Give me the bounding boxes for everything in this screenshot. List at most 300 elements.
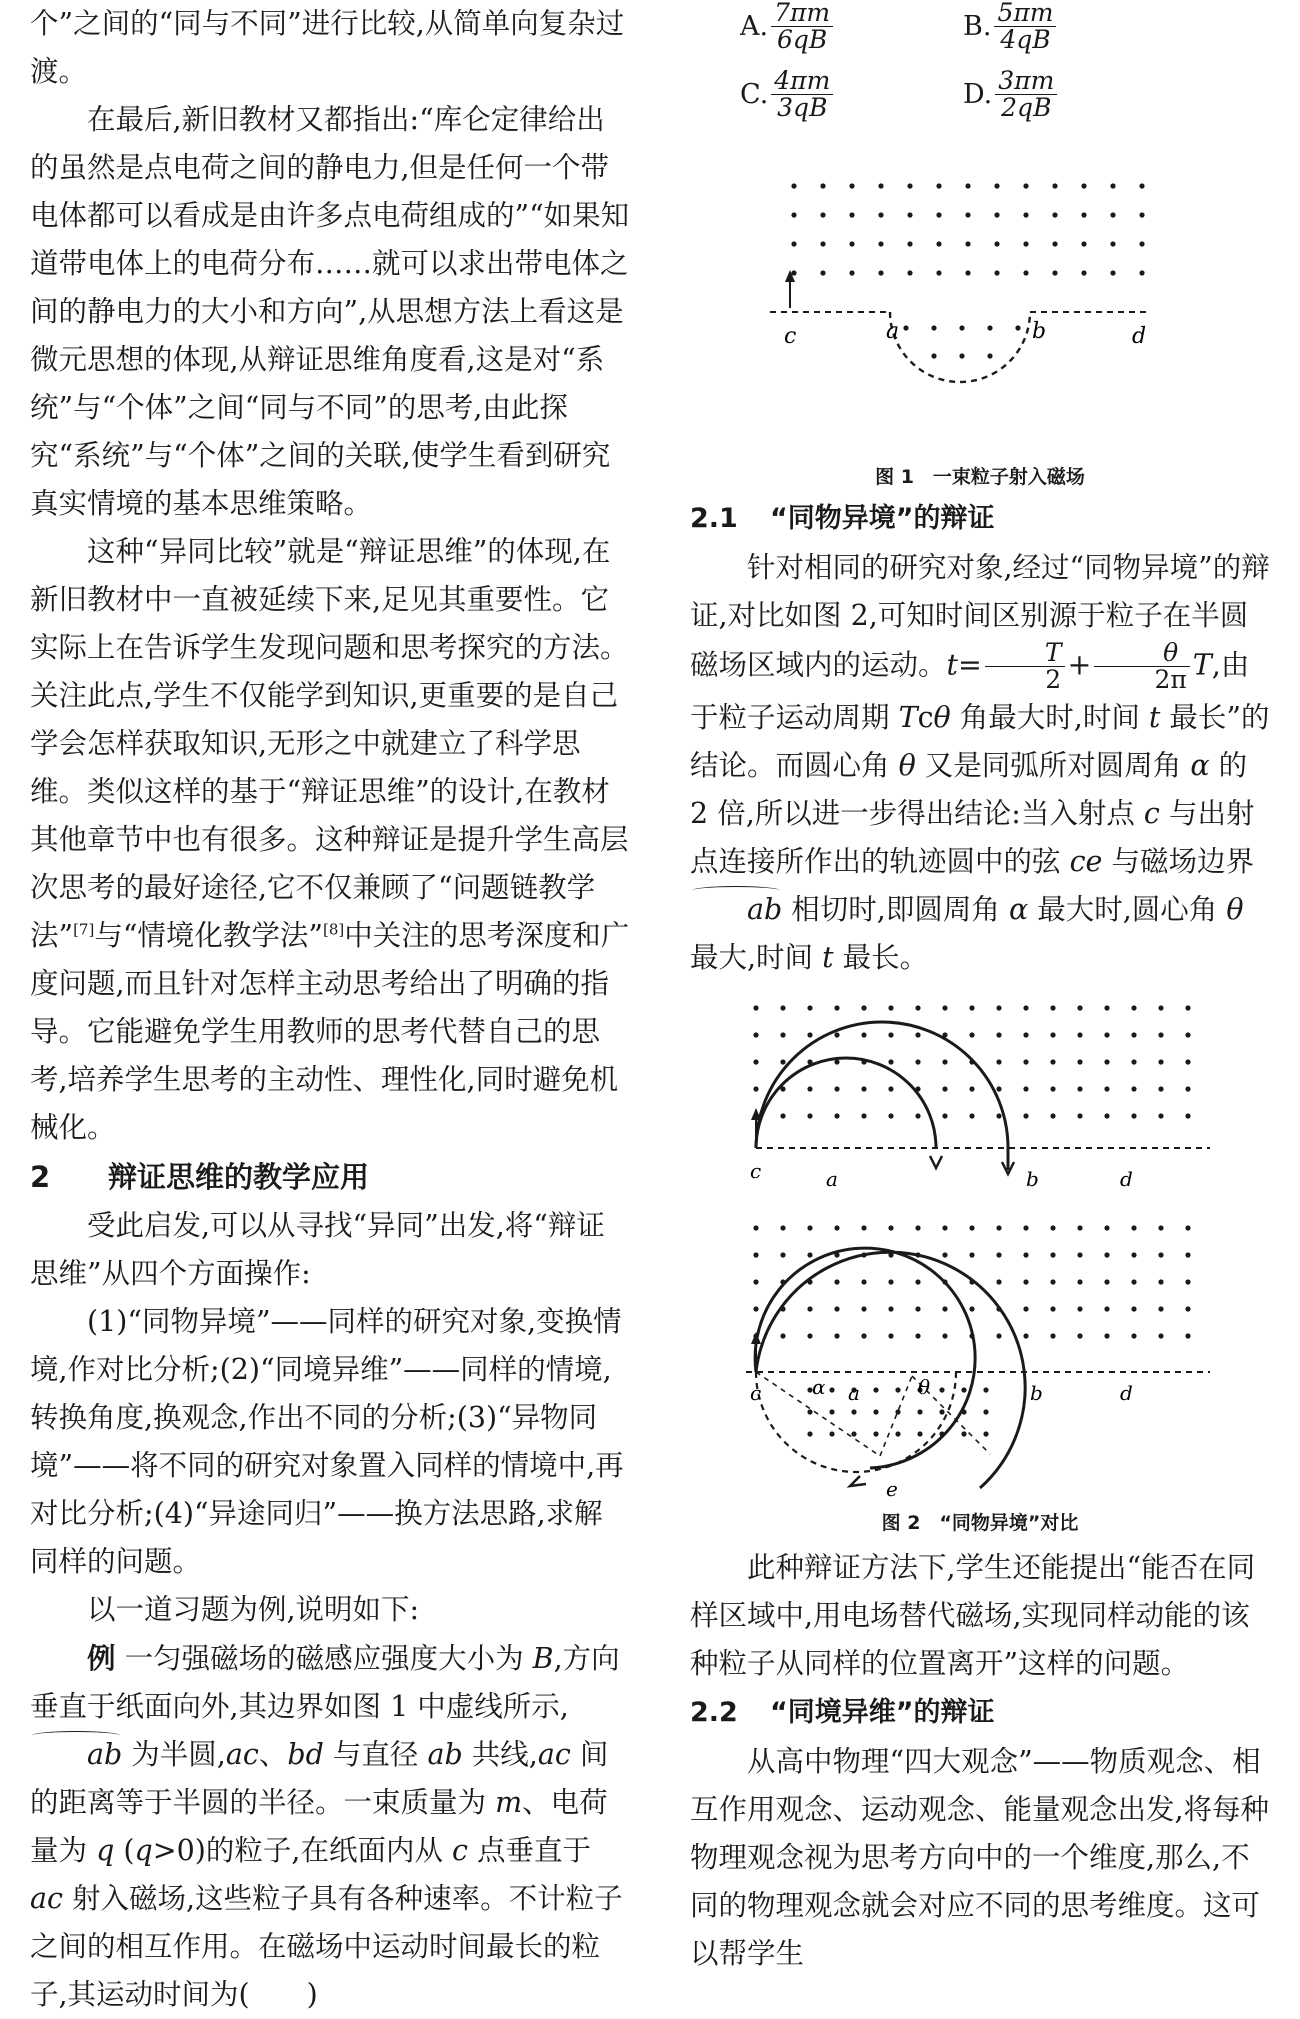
- arc-ab-symbol: ab: [30, 1731, 122, 1779]
- example-text: (: [114, 1834, 135, 1867]
- fraction-T-over-2: [985, 640, 1065, 694]
- field-dot: [907, 241, 912, 246]
- field-dot: [1023, 1032, 1028, 1037]
- field-dot: [965, 212, 970, 217]
- field-dot: [961, 1387, 966, 1392]
- symbol-T: T: [898, 700, 918, 734]
- field-dot: [834, 1113, 839, 1118]
- field-dot: [791, 241, 796, 246]
- fraction-numerator: T: [985, 640, 1065, 667]
- field-dot: [994, 241, 999, 246]
- paragraph-text: 针对相同的研究对象,经过“同物异境”的辩证,对比如图 2,可知时间区别源于粒子在半圆磁场区域内的运动。: [690, 551, 1270, 682]
- field-dot: [753, 1086, 758, 1091]
- field-dot: [1185, 1306, 1190, 1311]
- field-dot: [834, 1032, 839, 1037]
- field-dot: [983, 1431, 988, 1436]
- field-dot: [1158, 1279, 1163, 1284]
- field-dot: [1139, 183, 1144, 188]
- field-dot: [807, 1005, 812, 1010]
- field-dot: [915, 1059, 920, 1064]
- field-dot: [849, 212, 854, 217]
- option-a: [740, 0, 836, 54]
- field-dot: [1110, 212, 1115, 217]
- example-text: 、电荷量为: [30, 1786, 608, 1867]
- paragraph-text: 角最大时,时间: [950, 700, 1149, 734]
- field-dot: [1185, 1059, 1190, 1064]
- field-dot: [1185, 1113, 1190, 1118]
- field-dot: [1077, 1306, 1082, 1311]
- field-dot: [1050, 1059, 1055, 1064]
- field-dot: [939, 1387, 944, 1392]
- symbol-m: m: [495, 1786, 523, 1819]
- answer-options: [690, 0, 1270, 130]
- field-dot: [942, 1113, 947, 1118]
- example-text: 射入磁场,这些粒子具有各种速率。不计粒子之间的相互作用。在磁场中运动时间最长的粒子,其运动时间为( ): [30, 1882, 623, 2011]
- section-2-2-paragraph: 从高中物理“四大观念”——物质观念、相互作用观念、运动观念、能量观念出发,将每种物理观念视为思考方向中的一个维度,那么,不同的物理观念就会对应不同的思考维度。这可以帮学生: [690, 1744, 1270, 1970]
- field-dot: [1081, 241, 1086, 246]
- example-text: 一匀强磁场的磁感应强度大小为: [115, 1642, 533, 1675]
- field-dot: [1131, 1279, 1136, 1284]
- fraction-numerator: 4πm: [771, 68, 833, 95]
- fraction-denominator: 4qB: [1000, 25, 1051, 55]
- field-dot: [1050, 1252, 1055, 1257]
- field-dot: [1052, 270, 1057, 275]
- option-fraction: [994, 0, 1056, 54]
- field-dot: [1185, 1279, 1190, 1284]
- field-dot: [888, 1225, 893, 1230]
- fraction-numerator: θ: [1094, 640, 1189, 667]
- field-dot: [791, 270, 796, 275]
- option-letter: A.: [740, 10, 769, 42]
- paragraph-4: 受此启发,可以从寻找“异同”出发,将“辩证思维”从四个方面操作:: [30, 1209, 605, 1290]
- field-dot: [996, 1333, 1001, 1338]
- paragraph-text: 最长。: [833, 940, 929, 974]
- label-e: e: [886, 1476, 898, 1501]
- field-dot: [1158, 1005, 1163, 1010]
- field-dot: [936, 241, 941, 246]
- example-text: 与直径: [323, 1738, 428, 1771]
- option-letter: D.: [963, 78, 993, 110]
- field-dot: [753, 1252, 758, 1257]
- field-dot: [861, 1333, 866, 1338]
- option-c: [740, 68, 836, 122]
- field-dot: [965, 270, 970, 275]
- section-2-1-paragraph: [690, 544, 1270, 982]
- field-dot: [942, 1005, 947, 1010]
- figure-2-caption: 图 2 “同物异境”对比: [881, 1511, 1079, 1534]
- field-dot: [1050, 1005, 1055, 1010]
- field-dot: [939, 1409, 944, 1414]
- option-d: [963, 68, 1060, 122]
- fraction-denominator: 2π: [1154, 665, 1187, 695]
- field-dot: [969, 1306, 974, 1311]
- field-dot: [996, 1252, 1001, 1257]
- symbol-theta: θ: [898, 748, 916, 782]
- field-dot: [888, 1032, 893, 1037]
- section-2-1-heading: [690, 494, 1270, 544]
- paragraph-1: 个”之间的“同与不同”进行比较,从简单向复杂过渡。: [30, 7, 625, 88]
- field-dot: [1158, 1306, 1163, 1311]
- field-dot: [849, 241, 854, 246]
- section-2-2-number: 2.2: [690, 1696, 738, 1728]
- field-dot: [861, 1306, 866, 1311]
- field-dot: [965, 241, 970, 246]
- field-dot: [1052, 241, 1057, 246]
- section-2-1-title: “同物异境”的辩证: [770, 503, 995, 534]
- field-dot: [996, 1113, 1001, 1118]
- fraction-numerator: 3πm: [995, 68, 1057, 95]
- paragraph-text: 最长”的结论。而圆心角: [690, 700, 1270, 782]
- field-dot: [1104, 1252, 1109, 1257]
- arrow-down-icon: [930, 1156, 942, 1168]
- paragraph-text: ,由于粒子运动周期: [690, 648, 1250, 734]
- field-dot: [942, 1059, 947, 1064]
- example-text: 点垂直于: [467, 1834, 592, 1867]
- field-dot: [807, 1409, 812, 1414]
- arc-ab-symbol: ab: [690, 886, 782, 934]
- label-d: d: [1120, 1166, 1133, 1191]
- field-dot: [834, 1086, 839, 1091]
- field-dot: [996, 1279, 1001, 1284]
- field-dot: [1081, 270, 1086, 275]
- label-alpha: α: [812, 1374, 826, 1399]
- field-dot: [1023, 1252, 1028, 1257]
- section-2-1-number: 2.1: [690, 503, 738, 534]
- paragraph-text: c: [917, 700, 934, 734]
- field-dot: [753, 1306, 758, 1311]
- field-dot: [1139, 212, 1144, 217]
- field-dot: [1158, 1252, 1163, 1257]
- fraction-denominator: 2: [1045, 665, 1062, 695]
- field-dot: [996, 1059, 1001, 1064]
- field-dot: [834, 1306, 839, 1311]
- example-problem: [30, 1634, 630, 2019]
- field-dot: [961, 1431, 966, 1436]
- field-dot: [895, 1387, 900, 1392]
- field-dot: [1077, 1279, 1082, 1284]
- field-dot: [873, 1409, 878, 1414]
- field-dot: [861, 1113, 866, 1118]
- field-dot: [791, 183, 796, 188]
- field-dot: [834, 1059, 839, 1064]
- figure-2-diagram: [690, 998, 1270, 1508]
- field-dot: [1104, 1225, 1109, 1230]
- field-dot: [917, 1431, 922, 1436]
- field-dot: [849, 270, 854, 275]
- field-dot: [1131, 1225, 1136, 1230]
- field-dot: [903, 325, 908, 330]
- field-dot: [820, 270, 825, 275]
- radius-line: [880, 1376, 912, 1456]
- field-dot: [878, 270, 883, 275]
- field-dot: [851, 1431, 856, 1436]
- option-letter: C.: [740, 78, 769, 110]
- fraction-numerator: 7πm: [771, 0, 833, 27]
- symbol-ac: ac: [225, 1738, 259, 1771]
- field-dot: [873, 1431, 878, 1436]
- field-dot: [1104, 1333, 1109, 1338]
- field-dot: [780, 1113, 785, 1118]
- field-dot: [1052, 183, 1057, 188]
- field-dot: [1131, 1252, 1136, 1257]
- field-dot: [780, 1333, 785, 1338]
- field-dot: [987, 325, 992, 330]
- field-dot: [829, 1387, 834, 1392]
- field-dot: [983, 1409, 988, 1414]
- field-dot: [834, 1279, 839, 1284]
- field-dot: [942, 1333, 947, 1338]
- field-dot: [1158, 1225, 1163, 1230]
- section-2-heading: [30, 1152, 630, 1202]
- figure-1-caption: 图 1 一束粒子射入磁场: [875, 466, 1085, 488]
- symbol-q: q: [96, 1834, 115, 1867]
- field-dot: [861, 1005, 866, 1010]
- label-d: d: [1120, 1380, 1133, 1405]
- field-dot: [1104, 1086, 1109, 1091]
- field-dot: [1023, 241, 1028, 246]
- field-dot: [969, 1032, 974, 1037]
- field-dot: [969, 1005, 974, 1010]
- field-dot: [1050, 1306, 1055, 1311]
- fraction-theta-over-2pi: [1094, 640, 1189, 694]
- field-dot: [861, 1086, 866, 1091]
- field-dot: [1077, 1005, 1082, 1010]
- paragraph-2: 在最后,新旧教材又都指出:“库仑定律给出的虽然是点电荷之间的静电力,但是任何一个带电体都可以看成是由许多点电荷组成的”“如果知道带电体上的电荷分布……就可以求出带电体之间的静电力的大小和方向”,从思想方法上看这是微元思想的体现,从辩证思维角度看,这是对“系统”与“个体”之间“同与不同”的思考,由此探究“系统”与“个体”之间的关联,使学生看到研究真实情境的基本思维策略。: [30, 103, 630, 520]
- label-b: b: [1032, 319, 1047, 344]
- field-dot: [1081, 183, 1086, 188]
- field-dot: [1158, 1333, 1163, 1338]
- symbol-theta: θ: [1226, 892, 1244, 926]
- field-dot: [1110, 270, 1115, 275]
- symbol-theta: θ: [933, 700, 951, 734]
- field-dot: [1185, 1032, 1190, 1037]
- field-dot: [1158, 1032, 1163, 1037]
- field-dot: [873, 1387, 878, 1392]
- symbol-c: c: [1143, 796, 1160, 830]
- field-dot: [969, 1225, 974, 1230]
- fraction-denominator: 3qB: [777, 93, 828, 123]
- symbol-q: q: [134, 1834, 153, 1867]
- paragraph-5: (1)“同物异境”——同样的研究对象,变换情境,作对比分析;(2)“同境异维”——同样的情境,转换角度,换观念,作出不同的分析;(3)“异物同境”——将不同的研究对象置入同样的情境中,再对比分析;(4)“异途同归”——换方法思路,求解同样的问题。: [30, 1305, 624, 1578]
- option-fraction: [771, 0, 833, 54]
- field-dot: [1104, 1059, 1109, 1064]
- field-dot: [851, 1409, 856, 1414]
- label-theta: θ: [918, 1374, 931, 1399]
- field-dot: [1131, 1086, 1136, 1091]
- field-dot: [936, 183, 941, 188]
- field-dot: [807, 1431, 812, 1436]
- field-dot: [807, 1113, 812, 1118]
- field-dot: [965, 183, 970, 188]
- field-dot: [1077, 1059, 1082, 1064]
- field-dot: [996, 1225, 1001, 1230]
- field-dot: [1050, 1225, 1055, 1230]
- paragraph-text: 与磁场边界: [1102, 844, 1254, 878]
- field-dot: [907, 212, 912, 217]
- label-a: a: [848, 1380, 860, 1405]
- field-dot: [1023, 1333, 1028, 1338]
- field-dot: [807, 1225, 812, 1230]
- field-dot: [996, 1005, 1001, 1010]
- equals-sign: =: [957, 648, 982, 682]
- section-2-number: 2: [30, 1160, 51, 1194]
- field-dot: [1104, 1032, 1109, 1037]
- field-dot: [1023, 1113, 1028, 1118]
- field-dot: [888, 1059, 893, 1064]
- fraction-denominator: 6qB: [776, 25, 828, 55]
- field-dot: [1023, 1059, 1028, 1064]
- field-dot: [1023, 1306, 1028, 1311]
- field-dot: [780, 1252, 785, 1257]
- paragraph-after-figure-2: 此种辩证方法下,学生还能提出“能否在同样区域中,用电场替代磁场,实现同样动能的该种粒子从同样的位置离开”这样的问题。: [690, 1550, 1256, 1680]
- field-dot: [1131, 1032, 1136, 1037]
- magnetic-field-dots: [791, 183, 1147, 358]
- reference-7: [7]: [73, 920, 95, 939]
- figure-1-diagram: [690, 158, 1270, 458]
- field-dot: [907, 183, 912, 188]
- label-c: c: [784, 324, 797, 349]
- field-dot: [895, 1409, 900, 1414]
- field-dot: [791, 212, 796, 217]
- field-dot: [1023, 1005, 1028, 1010]
- field-dot: [1023, 1225, 1028, 1230]
- option-fraction: [995, 68, 1057, 122]
- field-dot: [936, 270, 941, 275]
- example-text: 间的距离等于半圆的半径。一束质量为: [30, 1738, 609, 1819]
- field-dot: [888, 1279, 893, 1284]
- field-dot: [1110, 241, 1115, 246]
- option-b: [963, 0, 1059, 54]
- field-dot: [915, 1333, 920, 1338]
- field-dot: [820, 241, 825, 246]
- field-dot: [1104, 1005, 1109, 1010]
- label-c: c: [750, 1158, 762, 1183]
- field-dot: [917, 1409, 922, 1414]
- field-dot: [753, 1279, 758, 1284]
- field-dot: [907, 270, 912, 275]
- field-dot: [983, 1387, 988, 1392]
- field-dot: [915, 1225, 920, 1230]
- field-dot: [969, 1113, 974, 1118]
- option-fraction: [771, 68, 833, 122]
- field-dot: [829, 1431, 834, 1436]
- paragraph-text: 的 2 倍,所以进一步得出结论:当入射点: [690, 748, 1248, 830]
- label-d: d: [1132, 324, 1147, 349]
- field-dot: [888, 1333, 893, 1338]
- field-dot: [1023, 212, 1028, 217]
- field-dot: [915, 1032, 920, 1037]
- field-dot: [942, 1225, 947, 1230]
- field-dot: [861, 1279, 866, 1284]
- field-dot: [1077, 1113, 1082, 1118]
- field-dot: [861, 1032, 866, 1037]
- symbol-ab: ab: [427, 1738, 463, 1771]
- paragraph-3-part-a: 这种“异同比较”就是“辩证思维”的体现,在新旧教材中一直被延续下来,足见其重要性。它实际上在告诉学生发现问题和思考探究的方法。关注此点,学生不仅能学到知识,更重要的是自己学会怎样获取知识,无形之中就建立了科学思维。类似这样的基于“辩证思维”的设计,在教材其他章节中也有很多。这种辩证是提升学生高层次思考的最好途径,它不仅兼顾了“问题链教学法”: [30, 535, 629, 952]
- field-dot: [780, 1032, 785, 1037]
- example-text: 共线,: [462, 1738, 538, 1771]
- field-dot: [780, 1005, 785, 1010]
- paragraph-text: 与出射点连接所作出的轨迹圆中的弦: [690, 796, 1255, 878]
- field-dot: [1131, 1005, 1136, 1010]
- field-dot: [942, 1306, 947, 1311]
- label-b: b: [1030, 1380, 1043, 1405]
- field-dot: [959, 325, 964, 330]
- field-dot: [1077, 1225, 1082, 1230]
- field-dot: [834, 1225, 839, 1230]
- field-dot: [931, 353, 936, 358]
- field-dot: [1023, 270, 1028, 275]
- field-dot: [888, 1005, 893, 1010]
- label-a: a: [886, 319, 900, 344]
- field-dot: [1185, 1333, 1190, 1338]
- fraction-numerator: 5πm: [994, 0, 1056, 27]
- field-dot: [915, 1279, 920, 1284]
- field-dot: [1077, 1086, 1082, 1091]
- field-dot: [1110, 183, 1115, 188]
- field-dot: [807, 1333, 812, 1338]
- field-dot: [834, 1005, 839, 1010]
- field-dot: [996, 1086, 1001, 1091]
- symbol-ce: ce: [1069, 844, 1103, 878]
- field-dot: [1023, 1086, 1028, 1091]
- example-text: ,方向垂直于纸面向外,其边界如图 1 中虚线所示,: [30, 1642, 620, 1723]
- field-dot: [1139, 270, 1144, 275]
- plus-sign: +: [1067, 648, 1092, 682]
- field-dot: [942, 1086, 947, 1091]
- field-dot: [780, 1225, 785, 1230]
- field-dot: [1104, 1306, 1109, 1311]
- field-dot: [1158, 1059, 1163, 1064]
- field-dot: [1104, 1279, 1109, 1284]
- example-text: 、: [258, 1738, 288, 1771]
- field-dot: [1052, 212, 1057, 217]
- field-dot: [1050, 1086, 1055, 1091]
- field-dot: [849, 183, 854, 188]
- symbol-T: T: [1192, 648, 1212, 682]
- example-text: >0)的粒子,在纸面内从: [152, 1834, 453, 1867]
- field-dot: [1158, 1113, 1163, 1118]
- field-dot: [1050, 1113, 1055, 1118]
- symbol-ac: ac: [30, 1882, 63, 1915]
- left-column: [30, 0, 630, 2019]
- field-dot: [994, 183, 999, 188]
- field-dot: [878, 212, 883, 217]
- field-dot: [753, 1005, 758, 1010]
- example-label: 例: [87, 1641, 116, 1675]
- section-2-title: 辩证思维的教学应用: [108, 1160, 370, 1194]
- field-dot: [931, 325, 936, 330]
- field-dot: [895, 1431, 900, 1436]
- label-c: c: [750, 1380, 762, 1405]
- field-dot: [807, 1252, 812, 1257]
- field-dot: [807, 1032, 812, 1037]
- field-dot: [834, 1333, 839, 1338]
- field-dot: [1131, 1113, 1136, 1118]
- field-dot: [1023, 183, 1028, 188]
- field-dot: [1158, 1086, 1163, 1091]
- field-dot: [1131, 1059, 1136, 1064]
- paragraph-text: 相切时,即圆周角: [782, 892, 1009, 926]
- right-column: [690, 0, 1270, 1978]
- field-dot: [1185, 1005, 1190, 1010]
- symbol-ac: ac: [537, 1738, 571, 1771]
- field-dot: [820, 183, 825, 188]
- symbol-alpha: α: [1190, 748, 1210, 782]
- arrow-icon: [850, 1476, 866, 1486]
- field-dot: [1077, 1333, 1082, 1338]
- section-2-2-title: “同境异维”的辩证: [770, 1696, 995, 1728]
- field-dot: [942, 1252, 947, 1257]
